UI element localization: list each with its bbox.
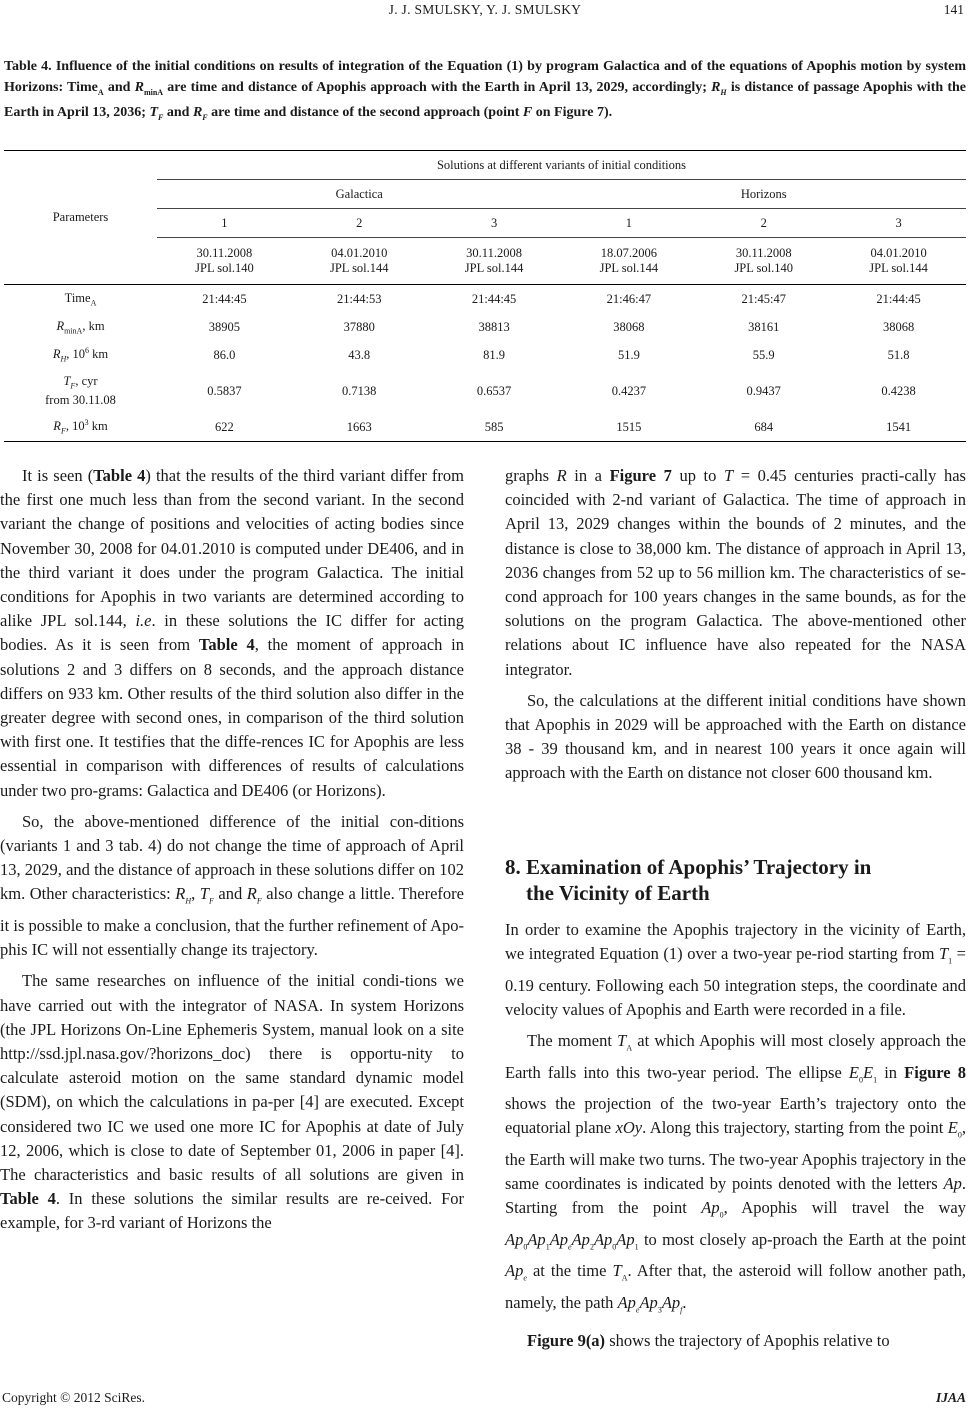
parameters-header: Parameters [52, 210, 109, 224]
table-row [4, 413, 966, 442]
right-column-bottom [505, 918, 966, 1353]
left-column [0, 464, 464, 1236]
table-cell: 86.0 [213, 347, 236, 362]
section-title-line: the Vicinity of Earth [526, 881, 710, 905]
copyright: Copyright © 2012 SciRes. [2, 1390, 146, 1405]
variant-date-cell [831, 238, 966, 285]
table-cell: 0.9437 [746, 383, 781, 398]
variant-date-cell [157, 238, 292, 285]
row-param: $R_{minA}$, km [56, 318, 105, 336]
variant-source: JPL sol.140 [734, 261, 794, 275]
table-row [4, 341, 966, 369]
variant-number: 3 [831, 209, 966, 238]
table-cell: 1515 [616, 419, 642, 434]
table-cell: 21:44:53 [337, 291, 382, 306]
row-param: $R_F$, $10^3$ km [53, 418, 108, 436]
table-cell: 21:44:45 [471, 291, 517, 306]
row-param: $R_H$, $10^6$ km [52, 346, 109, 364]
page-number: 141 [943, 2, 964, 17]
page-header [0, 0, 970, 26]
table-cell: 51.9 [617, 347, 640, 362]
paragraph: The moment $T_A$ at which Apophis will most closely approach the Earth falls into this two-year period. The ellipse $E_0E_1$ in Figure 8 shows the projection of the two-year Earth’s trajectory onto the equatorial plane xOy. Along this trajectory, starting from the point $E_0$, the Earth will make two turns. The two-year Apophis trajectory in the same coordinates is indicated by points denoted with the letters Ap. Starting from the point $Ap_0$, Apophis will travel the way $Ap_0Ap_1Ap_eAp_2Ap_0Ap_1$ to most closely ap-proach the Earth at the point $Ap_e$ at the time $T_A$. After that, the asteroid will follow another path, namely, the path $Ap_eAp_3Ap_f$. [505, 1031, 967, 1315]
variant-source: JPL sol.144 [464, 261, 524, 275]
table-cell: 21:44:45 [202, 291, 247, 306]
variant-source: JPL sol.144 [329, 261, 389, 275]
table-cell: 0.5837 [207, 383, 242, 398]
table-cell: 51.8 [887, 347, 910, 362]
variant-number: 2 [292, 209, 427, 238]
table-cell: 1541 [886, 419, 912, 434]
paragraph: graphs R in a Figure 7 up to T = 0.45 centuries practi-cally has coincided with 2-nd variant of Galactica. The time of approach in April 13, 2029 changes within the bounds of 2 minutes, and the distance is close to 38,000 km. The distance of approach in April 13, 2036 changes from 52 up to 56 million km. The characteristics of se-cond approach for 100 years changes in the same bounds, as for the solutions on the program Galactica. The above-mentioned other relations about IC influence have also repeated for the NASA integrator. [505, 466, 966, 679]
table-cell: 21:46:47 [606, 291, 652, 306]
row-param: $T_F$, cyr from 30.11.08 [45, 373, 116, 408]
table-row [4, 313, 966, 341]
variant-date: 30.11.2008 [466, 246, 522, 260]
variant-date-cell [427, 238, 562, 285]
section-title-line: 8. Examination of Apophis’ Trajectory in [505, 855, 872, 879]
table-cell: 43.8 [348, 347, 371, 362]
table-cell: 0.6537 [476, 383, 512, 398]
variant-date: 04.01.2010 [870, 246, 927, 260]
table-row [4, 369, 966, 413]
variant-number: 1 [561, 209, 696, 238]
variant-number: 3 [427, 209, 562, 238]
table-cell: 684 [754, 419, 774, 434]
group-horizons: Horizons [561, 180, 966, 209]
paragraph: So, the calculations at the different initial conditions have shown that Apophis in 2029 will be approached with the Earth on distance 38 - 39 thousand km, and in nearest 100 years it once again will approach with the Earth on distance not closer 600 thousand km. [505, 690, 966, 783]
journal-name: IJAA [935, 1390, 966, 1405]
table-cell: 21:44:45 [876, 291, 921, 306]
variant-source: JPL sol.144 [599, 261, 659, 275]
paragraph: In order to examine the Apophis trajectory in the vicinity of Earth, we integrated Equation (1) over a two-year pe-riod starting from $T_1 = 0.19$ century. Following each 50 integration steps, the coordinate and velocity values of Apophis and Earth were recorded in a file. [505, 920, 966, 1019]
paragraph: It is seen (Table 4) that the results of the third variant differ from the first one much less than from the second variant. In the second variant the change of positions and velocities of acting bodies since November 30, 2008 for 04.01.2010 is computed under DE406, and in the third variant it does under the program Galactica. The initial conditions for Apophis in two variants are determined according to alike JPL sol.144, i.e. in these solutions the IC differ for acting bodies. As it is seen from Table 4, the moment of approach in solutions 2 and 3 differs on 8 seconds, and the approach distance differs on 933 km. Other results of the third solution also differ in the greater degree with second ones, in comparison of the third solution with first one. It testifies that the diffe-rences IC for Apophis are less essential in comparison with differences of results of calculations under two pro-grams: Galactica and DE406 (or Horizons). [0, 466, 465, 800]
table-cell: 0.4238 [881, 383, 916, 398]
variant-date-cell [292, 238, 427, 285]
variant-date: 30.11.2008 [735, 246, 792, 260]
paragraph: Figure 9(a) shows the trajectory of Apophis relative to [527, 1331, 890, 1351]
row-param: Time$_A$ [64, 290, 97, 308]
table-cell: 0.4237 [611, 383, 647, 398]
table-caption: Table 4. Influence of the initial conditions on results of integration of the Equation (1) by program Galactica and of the equations of Apophis motion by system Horizons: Time$_A$ and $R_{minA}$ are time and distance of Apophis approach with the Earth in April 13, 2029, accordingly; $R_H$ is distance of passage Apophis with the Earth in April 13, 2036; $T_F$ and $R_F$ are time and distance of the second approach (point F on Figure 7). [4, 59, 966, 122]
results-table [4, 150, 966, 442]
right-column-top [505, 464, 966, 786]
variant-number: 1 [157, 209, 292, 238]
paragraph: The same researches on influence of the initial condi-tions we have carried out with the integrator of NASA. In system Horizons (the JPL Horizons On-Line Ephemeris System, manual look on a site http://ssd.jpl.nasa.gov/?horizons_doc) there is opportu-nity to calculate asteroid motion on the same standard dynamic model (SDM), on which the calculations in pa-per [4] are executed. Except considered two IC we used one more IC for Apophis at date of July 12, 2006, which is close to date of September 01, 2006 in paper [4]. The characteristics and basic results of all solutions are given in Table 4. In these solutions the similar results are re-ceived. For example, for 3-rd variant of Horizons the [0, 971, 464, 1233]
table-cell: 21:45:47 [741, 291, 786, 306]
table-cell: 81.9 [483, 347, 505, 362]
variant-date-cell [561, 238, 696, 285]
variant-date-cell [696, 238, 831, 285]
variant-date: 18.07.2006 [600, 246, 658, 260]
table-cell: 38161 [748, 319, 780, 334]
table-cell: 38068 [882, 319, 915, 334]
table-cell: 38813 [478, 319, 510, 334]
super-header: Solutions at different variants of initial conditions [157, 151, 966, 180]
table-cell: 38068 [613, 319, 645, 334]
variant-number: 2 [696, 209, 831, 238]
table-cell: 1663 [346, 419, 372, 434]
table-cell: 0.7138 [342, 383, 377, 398]
table-cell: 37880 [343, 319, 375, 334]
table-row [4, 285, 966, 314]
table-cell: 585 [484, 419, 504, 434]
table-cell: 55.9 [752, 347, 775, 362]
section-heading [505, 854, 966, 906]
group-galactica: Galactica [157, 180, 561, 209]
running-head: J. J. SMULSKY, Y. J. SMULSKY [388, 2, 582, 17]
variant-date: 30.11.2008 [196, 246, 253, 260]
paragraph: So, the above-mentioned difference of the initial con-ditions (variants 1 and 3 tab. 4) do not change the time of approach of April 13, 2029, and the distance of approach in these solutions differ on 102 km. Other characteristics: $R_H$, $T_F$ and $R_F$ also change a little. Therefore it is possible to make a conclusion, that the further refinement of Apo-phis IC will not essentially change its trajectory. [0, 811, 464, 960]
table-cell: 38905 [208, 319, 241, 334]
variant-date: 04.01.2010 [331, 246, 388, 260]
variant-source: JPL sol.140 [195, 261, 254, 275]
variant-source: JPL sol.144 [869, 261, 928, 275]
table-cell: 622 [215, 419, 234, 434]
